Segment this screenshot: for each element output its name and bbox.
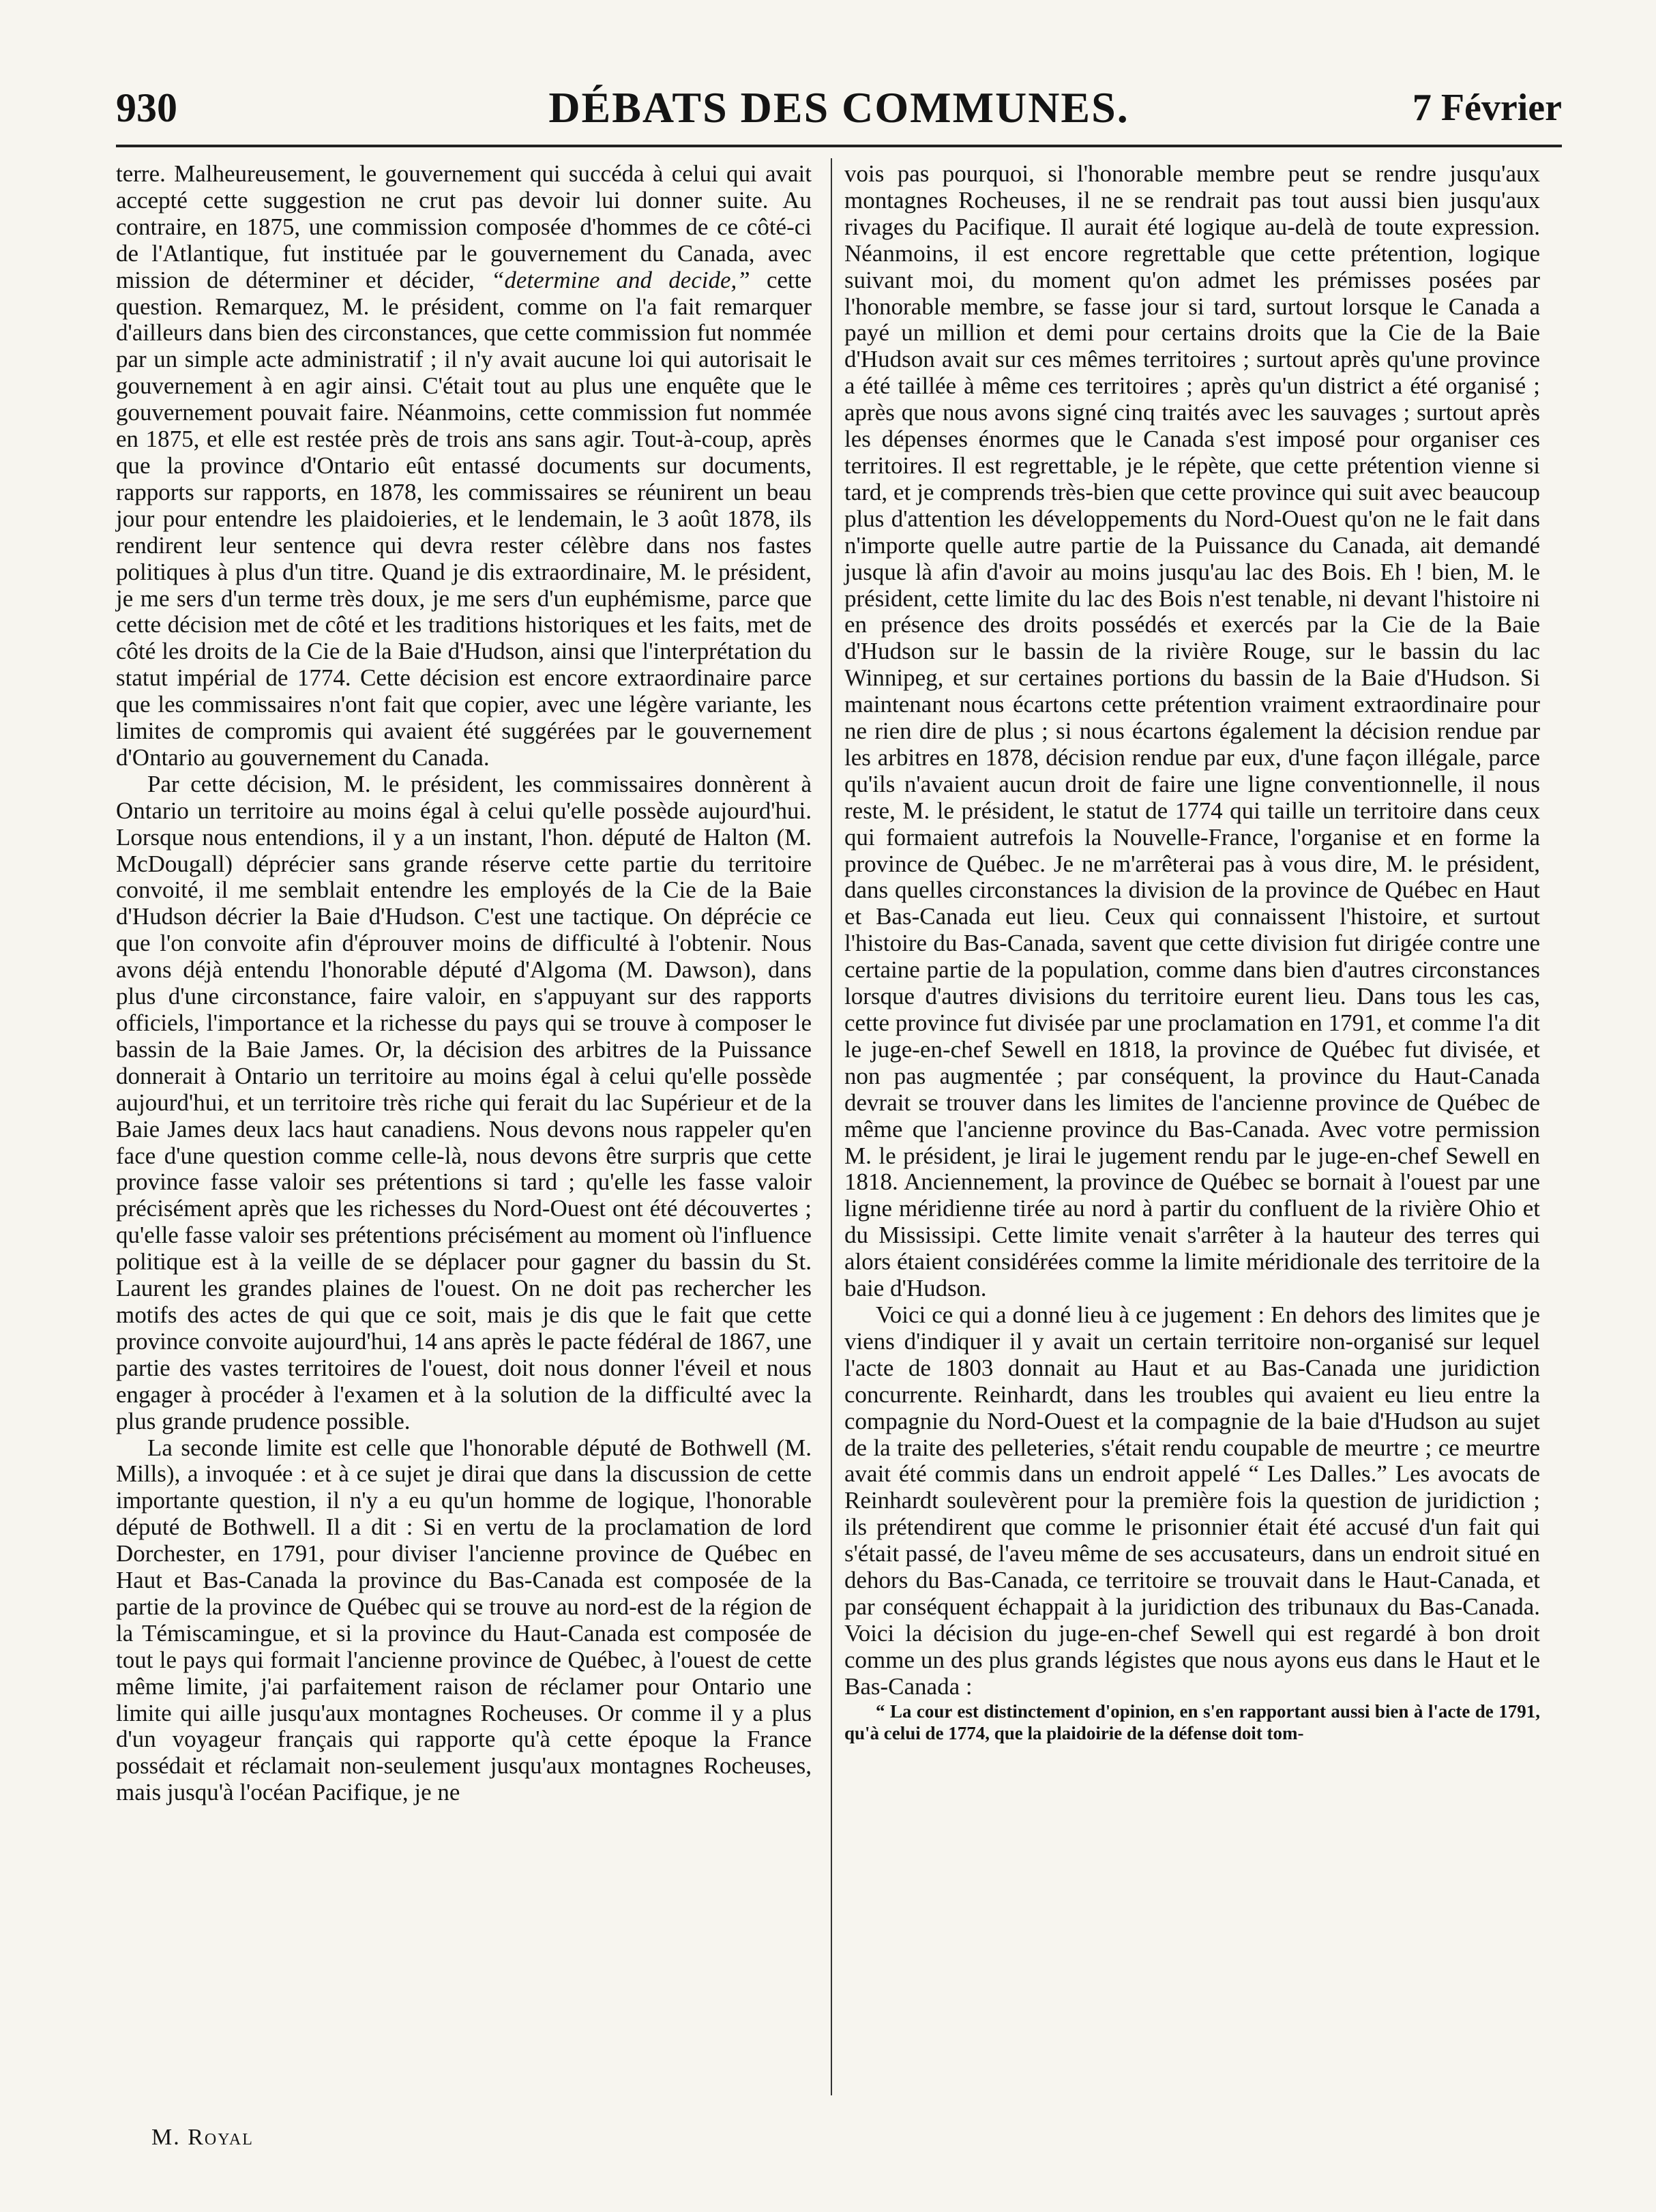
quotation: “ La cour est distinctement d'opinion, en s'en rapportant aussi bien à l'acte de 1791, qu'à celui de 1774, que la plaidoirie de la défense doit tom- <box>844 1700 1540 1743</box>
page-header <box>116 80 1562 135</box>
italic-phrase: “determine and decide,” <box>490 266 750 293</box>
page-number: 930 <box>116 85 177 130</box>
column-divider <box>831 158 832 2095</box>
paragraph: La seconde limite est celle que l'honorable député de Bothwell (M. Mills), a invoquée : et à ce sujet je dirai que dans la discussion de cette importante question, il n'y a eu qu'un homme de logique, l'honorable député de Bothwell. Il a dit : Si en vertu de la proclamation de lord Dorchester, en 1791, pour diviser l'ancienne province de Québec en Haut et Bas-Canada la province du Bas-Canada est composée de la partie de la province de Québec qui se trouve au nord-est de la région de la Témiscamingue, et si la province du Haut-Canada est composée de tout le pays qui formait l'ancienne province de Québec, à l'ouest de cette même limite, j'ai parfaitement raison de réclamer pour Ontario une limite qui aille jusqu'aux montagnes Rocheuses. Or comme il y a plus d'un voyageur français qui rapporte qu'à cette époque la France possédait et réclamait non-seulement jusqu'aux montagnes Rocheuses, mais jusqu'à l'océan Pacifique, je ne <box>116 1434 812 1806</box>
paragraph: terre. Malheureusement, le gouvernement qui succéda à celui qui avait accepté cette suggestion ne crut pas devoir lui donner suite. Au contraire, en 1875, une commission composée d'hommes de ce côté-ci de l'Atlantique, fut instituée par le gouvernement du Canada, avec mission de déterminer et décider, “determine and decide,” cette question. Remarquez, M. le président, comme on l'a fait remarquer d'ailleurs dans bien des circonstances, que cette commission fut nommée par un simple acte administratif ; il n'y avait aucune loi qui autorisait le gouvernement à en agir ainsi. C'était tout au plus une enquête que le gouvernement pouvait faire. Néanmoins, cette commission fut nommée en 1875, et elle est restée près de trois ans sans agir. Tout-à-coup, après que la province d'Ontario eût entassé documents sur documents, rapports sur rapports, en 1878, les commissaires se réunirent un beau jour pour entendre les plaidoieries, et le lendemain, le 3 août 1878, ils rendirent leur sentence qui devra rester célèbre dans nos fastes politiques à plus d'un titre. Quand je dis extraordinaire, M. le président, je me sers d'un terme très doux, je me sers d'un euphémisme, parce que cette décision met de côté et les traditions historiques et les faits, met de côté les droits de la Cie de la Baie d'Hudson, ainsi que l'interprétation du statut impérial de 1774. Cette décision est encore extraordinaire parce que les commissaires n'ont fait que copier, avec une légère variante, les limites de compromis qui avaient été suggérées par le gouvernement d'Ontario au gouvernement du Canada. <box>116 160 812 771</box>
speaker-name: M. Royal <box>151 2125 254 2150</box>
paragraph: Par cette décision, M. le président, les commissaires donnèrent à Ontario un territoire au moins égal à celui qu'elle possède aujourd'hui. Lorsque nous entendions, il y a un instant, l'hon. député de Halton (M. McDougall) déprécier sans grande réserve cette partie du territoire convoité, il me semblait entendre les employés de la Cie de la Baie d'Hudson décrier la Baie d'Hudson. C'est une tactique. On déprécie ce que l'on convoite afin d'éprouver moins de difficulté à l'obtenir. Nous avons déjà entendu l'honorable député d'Algoma (M. Dawson), dans plus d'une circonstance, faire valoir, en s'appuyant sur des rapports officiels, l'importance et la richesse du pays qui se trouve à composer le bassin de la Baie James. Or, la décision des arbitres de la Puissance donnerait à Ontario un territoire au moins égal à celui qu'elle possède aujourd'hui, et un territoire très riche qui ferait du lac Supérieur et de la Baie James deux lacs haut canadiens. Nous devons nous rappeler qu'en face d'une question comme celle-là, nous devons être surpris que cette province fasse valoir ses prétentions si tard ; qu'elle les fasse valoir précisément après que les richesses du Nord-Ouest ont été découvertes ; qu'elle fasse valoir ses prétentions précisément au moment où l'influence politique est à la veille de se déplacer pour gagner du bassin du St. Laurent les grandes plaines de l'ouest. On ne doit pas rechercher les motifs des actes de qui que ce soit, mais je dis que le fait que cette province convoite aujourd'hui, 14 ans après le pacte fédéral de 1867, une partie des vastes territoires de l'ouest, doit nous donner l'éveil et nous engager à procéder à l'examen et à la solution de la difficulté avec la plus grande prudence possible. <box>116 770 812 1434</box>
right-column <box>844 161 1540 1744</box>
left-column <box>116 161 812 1806</box>
paragraph: Voici ce qui a donné lieu à ce jugement : En dehors des limites que je viens d'indiquer il y avait un certain territoire non-organisé sur lequel l'acte de 1803 donnait au Haut et au Bas-Canada une juridiction concurrente. Reinhardt, dans les troubles qui avaient eu lieu entre la compagnie du Nord-Ouest et la compagnie de la baie d'Hudson au sujet de la traite des pelleteries, s'était rendu coupable de meurtre ; ce meurtre avait été commis dans un endroit appelé “ Les Dalles.” Les avocats de Reinhardt soulevèrent pour la première fois la question de juridiction ; ils prétendirent que comme le prisonnier était été accusé d'un fait qui s'était passé, de l'aveu même de ses accusateurs, dans un endroit situé en dehors du Bas-Canada, ce territoire se trouvait dans le Haut-Canada, et par conséquent échappait à la juridiction des tribunaux du Bas-Canada. Voici la décision du juge-en-chef Sewell qui est regardé à bon droit comme un des plus grands légistes que nous ayons eus dans le Haut et le Bas-Canada : <box>844 1301 1540 1700</box>
header-rule <box>116 145 1562 147</box>
page-date: 7 Février <box>1412 87 1562 129</box>
page-title: DÉBATS DES COMMUNES. <box>548 83 1129 132</box>
paragraph: vois pas pourquoi, si l'honorable membre peut se rendre jusqu'aux montagnes Rocheuses, il ne se rendrait pas tout aussi bien jusqu'aux rivages du Pacifique. Il aurait été logique au-delà de toute expression. Néanmoins, il est encore regrettable que cette prétention, logique suivant moi, du moment qu'on admet les prémisses posées par l'honorable membre, se fasse jour si tard, surtout lorsque le Canada a payé un million et demi pour certains droits que la Cie de la Baie d'Hudson avait sur ces mêmes territoires ; surtout après qu'une province a été taillée à même ces territoires ; après qu'un district a été organisé ; après que nous avons signé cinq traités avec les sauvages ; surtout après les dépenses énormes que le Canada s'est imposé pour organiser ces territoires. Il est regrettable, je le répète, que cette prétention vienne si tard, et je comprends très-bien que cette province qui suit avec beaucoup plus d'attention les développements du Nord-Ouest qu'on ne le fait dans n'importe quelle autre partie de la Puissance du Canada, ait demandé jusque là afin d'avoir au moins jusqu'au lac des Bois. Eh ! bien, M. le président, cette limite du lac des Bois n'est tenable, ni devant l'histoire ni en présence des droits possédés et exercés par la Cie de la Baie d'Hudson sur le bassin de la rivière Rouge, sur le bassin du lac Winnipeg, et sur certaines portions du bassin de la Baie d'Hudson. Si maintenant nous écartons cette prétention vraiment extraordinaire pour ne rien dire de plus ; si nous écartons également la décision rendue par les arbitres en 1878, décision rendue par eux, d'une façon illégale, parce qu'ils n'avaient aucun droit de faire une ligne conventionnelle, il nous reste, M. le président, le statut de 1774 qui taille un territoire dans ceux qui formaient autrefois la Nouvelle-France, l'organise et en forme la province de Québec. Je ne m'arrêterai pas à vous dire, M. le président, dans quelles circonstances la division de la province de Québec en Haut et Bas-Canada eut lieu. Ceux qui connaissent l'histoire, et surtout l'histoire du Bas-Canada, savent que cette division fut dirigée contre une certaine partie de la population, comme dans bien d'autres circonstances lorsque d'autres divisions du territoire eurent lieu. Dans tous les cas, cette province fut divisée par une proclamation en 1791, et comme l'a dit le juge-en-chef Sewell en 1818, la province de Québec fut divisée, et non pas augmentée ; par conséquent, la province du Haut-Canada devrait se trouver dans les limites de l'ancienne province de Québec de même que l'ancienne province du Bas-Canada. Avec votre permission M. le président, je lirai le jugement rendu par le juge-en-chef Sewell en 1818. Anciennement, la province de Québec se bornait à l'ouest par une ligne méridienne tirée au nord à partir du confluent de la rivière Ohio et du Mississipi. Cette limite venait s'arrêter à la hauteur des terres qui alors étaient considérées comme la limite méridionale des territoire de la baie d'Hudson. <box>844 160 1540 1302</box>
